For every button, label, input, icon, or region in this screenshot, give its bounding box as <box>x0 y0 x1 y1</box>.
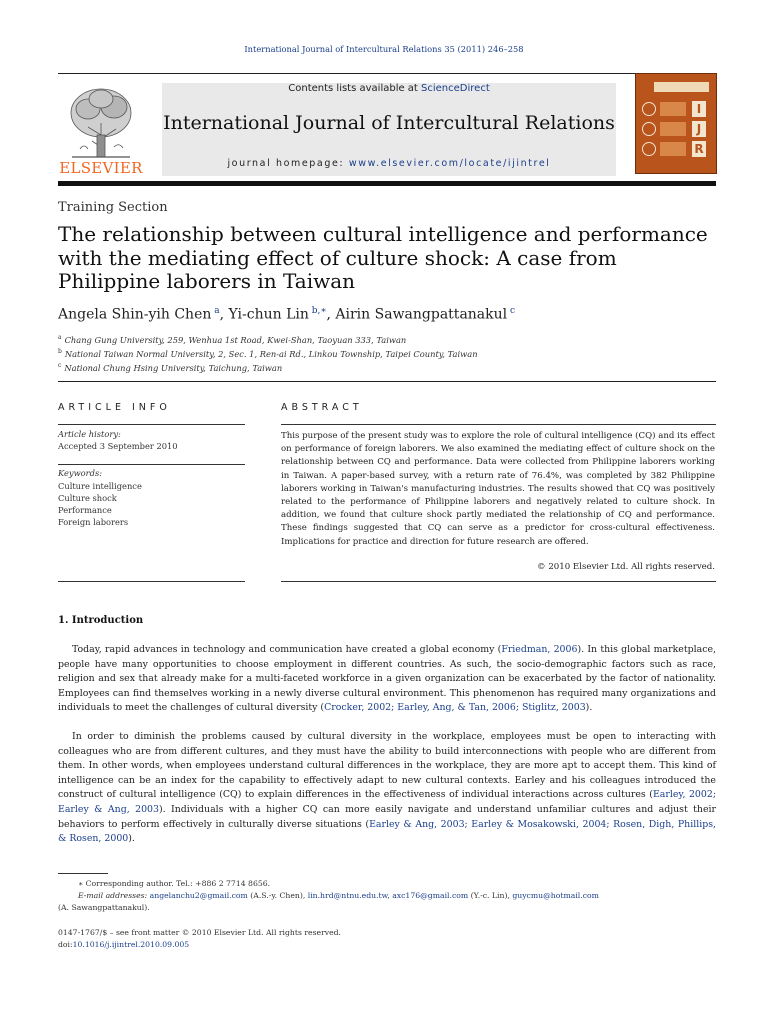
journal-homepage-line: journal homepage: www.elsevier.com/locate/ijintrel <box>227 158 551 169</box>
corresponding-author-note: ∗ Corresponding author. Tel.: +886 2 7714 8656. <box>78 879 271 888</box>
affiliation-item: $^a$ Chang Gung University, 259, Wenhua 1st Road, Kwei-Shan, Taoyuan 333, Taiwan <box>58 334 407 345</box>
accepted-date: Accepted 3 September 2010 <box>58 441 178 451</box>
article-history-label: Article history: <box>58 429 121 439</box>
citation-link[interactable]: Friedman, 2006 <box>501 644 578 655</box>
citation-link[interactable]: Crocker, 2002; Earley, Ang, & Tan, 2006; Stiglitz, 2003 <box>324 702 586 714</box>
abstract-heading: ABSTRACT <box>281 402 363 413</box>
journal-name: International Journal of Intercultural Relations <box>163 112 615 134</box>
affiliation-mark[interactable]: b,∗ <box>311 306 327 316</box>
contents-line: Contents lists available at ScienceDirect <box>288 83 490 94</box>
cover-emblem-icon <box>642 142 656 156</box>
cover-emblem-icon <box>642 122 656 136</box>
keywords-list <box>58 480 142 528</box>
cover-letter-j: J <box>692 121 706 137</box>
cover-title-strip <box>654 82 709 92</box>
email-link[interactable]: axc176@gmail.com <box>392 891 469 901</box>
author-name: Airin Sawangpattanakul <box>335 306 508 323</box>
author-name: Yi-chun Lin <box>228 306 309 323</box>
citation-link[interactable]: Earley & Ang, 2003; Earley & Mosakowski, 2004; Rosen, Digh, Phillips, & Rosen, 2000 <box>58 818 717 845</box>
top-divider <box>58 73 716 74</box>
issn-doi-block <box>58 927 718 951</box>
divider <box>281 424 716 425</box>
doi-line: doi:10.1016/j.ijintrel.2010.09.005 <box>58 940 190 950</box>
citation-link[interactable]: Earley, 2002; Earley & Ang, 2003 <box>58 789 716 815</box>
affiliation-mark[interactable]: c <box>510 306 516 316</box>
divider <box>58 464 245 465</box>
email-link[interactable]: guycmu@hotmail.com <box>512 891 599 901</box>
cover-letter-r: R <box>692 141 706 157</box>
journal-homepage-link[interactable]: www.elsevier.com/locate/ijintrel <box>348 158 551 169</box>
section-label: Training Section <box>58 200 168 215</box>
email-link[interactable]: lin.hrd@ntnu.edu.tw <box>307 891 388 901</box>
affiliation-item: $^c$ National Chung Hsing University, Taichung, Taiwan <box>58 361 283 373</box>
elsevier-wordmark: ELSEVIER <box>59 159 143 177</box>
article-info-heading: ARTICLE INFO <box>58 402 171 413</box>
affiliation-mark[interactable]: a <box>214 306 220 316</box>
cover-band <box>660 102 686 116</box>
sciencedirect-link[interactable]: ScienceDirect <box>421 83 490 94</box>
divider <box>58 424 245 425</box>
email-link[interactable]: angelanchu2@gmail.com <box>149 891 248 901</box>
issn-line: 0147-1767/$ – see front matter © 2010 Elsevier Ltd. All rights reserved. <box>58 928 341 937</box>
body-paragraph: Today, rapid advances in technology and communication have created a global economy (Friedman, 2006). In this global marketplace, people have many opportunities to choose employment in different countries. As such, the socio-demographic factors such as race, religion and sex that already make for a multi-faceted workforce in a given organization can be exacerbated by the factor of nationality. Employees can find themselves working in a newly diverse cultural environment. This phenomenon has required many organizations and individuals to meet the challenges of cultural diversity (Crocker, 2002; Earley, Ang, & Tan, 2006; Stiglitz, 2003). <box>58 644 716 714</box>
affiliation-item: $^b$ National Taiwan Normal University, 2, Sec. 1, Ren-ai Rd., Linkou Township, Taipei County, Taiwan <box>58 347 478 359</box>
affiliations <box>58 332 478 373</box>
keyword-item: Performance <box>58 505 112 515</box>
divider <box>58 381 716 382</box>
email-addresses: E-mail addresses: angelanchu2@gmail.com (A.S.-y. Chen), lin.hrd@ntnu.edu.tw, axc176@gmail.com (Y.-c. Lin), guycmu@hotmail.com <box>78 891 599 901</box>
author-list: Angela Shin-yih Chen $^a$, Yi-chun Lin $^{b,∗}$, Airin Sawangpattanakul $^c$ <box>58 306 516 323</box>
author-name: Angela Shin-yih Chen <box>58 306 212 323</box>
cover-letter-i: I <box>692 101 706 117</box>
copyright-notice: © 2010 Elsevier Ltd. All rights reserved. <box>537 562 715 572</box>
keyword-item: Foreign laborers <box>58 517 129 527</box>
email-owner-note: (A. Sawangpattanakul). <box>58 903 150 913</box>
header-divider-thick <box>58 181 716 186</box>
divider <box>58 581 245 582</box>
journal-cover-thumbnail[interactable] <box>635 73 717 174</box>
footnote-divider <box>58 873 108 874</box>
section-heading-introduction: 1. Introduction <box>58 615 144 626</box>
paper-title: The relationship between cultural intelligence and performance with the mediating effect of culture shock: A case from Philippine laborers in Taiwan <box>58 222 708 293</box>
abstract-text: This purpose of the present study was to explore the role of cultural intelligence (CQ) and its effect on performance of foreign laborers. We also examined the mediating effect of culture shock on the relationship between CQ and performance. Data were collected from Philippine laborers working in Taiwan. A paper-based survey, with a return rate of 76.4%, was completed by 382 Philippine laborers working in Taiwan's manufacturing industries. The results showed that CQ was positively related to the performance of Philippine laborers and negatively related to culture shock. In addition, we found that culture shock partly mediated the relationship of CQ and performance. These findings suggested that CQ can serve as a predictor for cross-cultural effectiveness. Implications for practice and direction for future research are offered. <box>281 431 715 547</box>
divider <box>281 581 716 582</box>
cover-emblem-icon <box>642 102 656 116</box>
footnotes <box>58 878 718 915</box>
keywords-label: Keywords: <box>58 468 103 478</box>
cover-band <box>660 122 686 136</box>
keyword-item: Culture shock <box>58 493 117 503</box>
journal-citation-link[interactable]: International Journal of Intercultural Relations 35 (2011) 246–258 <box>244 44 524 54</box>
body-paragraph: In order to diminish the problems caused by cultural diversity in the workplace, employees must be open to interacting with colleagues who are from different cultures, and they must have the ability to build interconnections with people who are different from them. In other words, when employees understand cultural differences in the workplace, they are more apt to accept them. This kind of intelligence can be an index for the capability to effectively adapt to new cultural contexts. Earley and his colleagues introduced the construct of cultural intelligence (CQ) to explain differences in the effectiveness of individual interactions across cultures (Earley, 2002; Earley & Ang, 2003). Individuals with a higher CQ can more easily navigate and understand unfamiliar cultures and adjust their behaviors to perform effectively in culturally diverse situations (Earley & Ang, 2003; Earley & Mosakowski, 2004; Rosen, Digh, Phillips, & Rosen, 2000). <box>58 731 717 845</box>
doi-link[interactable]: 10.1016/j.ijintrel.2010.09.005 <box>72 940 190 950</box>
keyword-item: Culture intelligence <box>58 481 142 491</box>
cover-band <box>660 142 686 156</box>
